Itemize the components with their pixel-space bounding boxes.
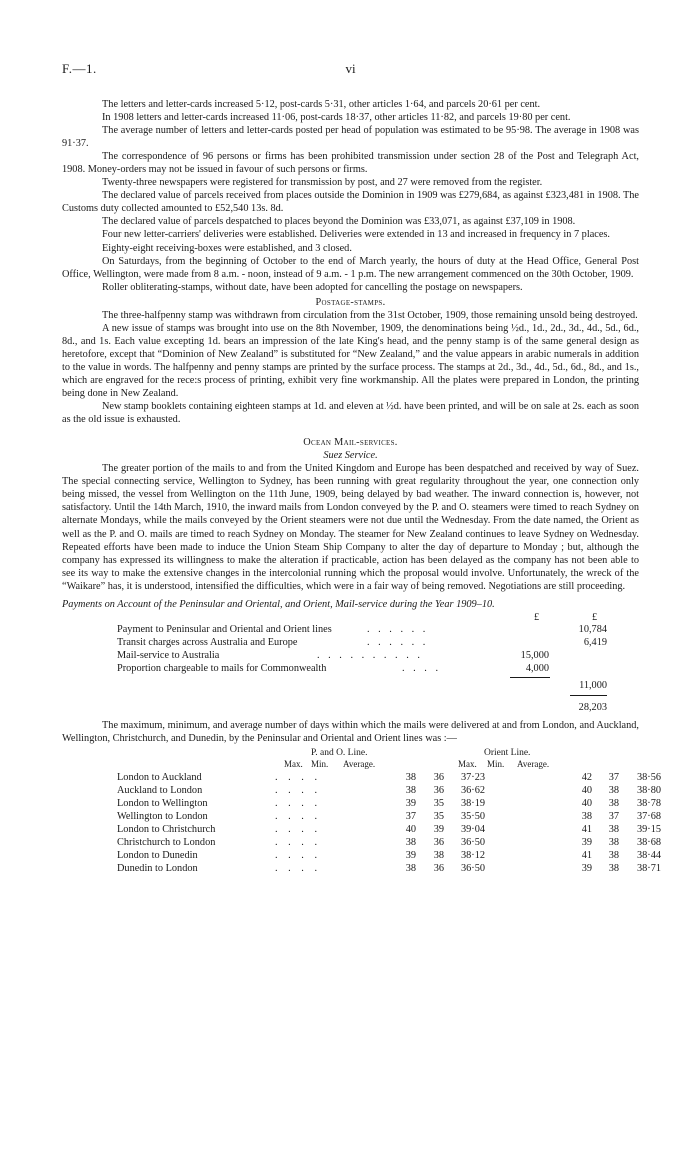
table-row [117,810,661,823]
po-average-cell: 37·23 [460,771,485,783]
payment-label: Payment to Peninsular and Oriental and Orient lines [117,623,332,635]
po-max-cell: 38 [405,771,416,783]
po-min-cell: 36 [433,862,444,874]
leader-dots: . . . . [275,810,322,822]
orient-max-cell: 39 [581,836,592,848]
paragraph: Twenty-three newspapers were registered for transmission by post, and 27 were removed from the register. [102,177,543,189]
paragraph: In 1908 letters and letter-cards increased 11·06, post-cards 18·37, other articles 11·82, and parcels 19·80 per cent. [102,112,571,124]
po-min-cell: 36 [433,771,444,783]
orient-average-cell: 37·68 [636,810,661,822]
payment-total-row [117,701,607,714]
orient-average-cell: 38·78 [636,797,661,809]
table-row [117,823,661,836]
po-max-cell: 38 [405,862,416,874]
column-group-orient-line: Orient Line. [484,747,531,758]
orient-max-cell: 38 [581,810,592,822]
orient-min-cell: 38 [608,784,619,796]
paragraph: Roller obliterating-stamps, without date, have been adopted for cancelling the postage on newspapers. [102,281,523,293]
table-row [117,797,661,810]
payment-row [117,623,607,636]
page-number: vi [345,61,356,76]
leader-dots: . . . . . . [367,636,429,648]
orient-average-cell: 38·68 [636,836,661,848]
paragraph: Eighty-eight receiving-boxes were established, and 3 closed. [102,242,352,254]
route-name: London to Christchurch [117,823,216,835]
paragraph: The average number of letters and letter-cards posted per head of population was estimated to be 95·98. The average in 1908 was 91·37. [62,125,639,150]
payment-value: 6,419 [583,636,607,648]
po-average-cell: 36·50 [460,836,485,848]
leader-dots: . . . . [275,823,322,835]
payments-table [62,611,639,715]
orient-min-cell: 38 [608,862,619,874]
po-average-cell: 38·19 [460,797,485,809]
column-header-min: Min. [311,758,329,769]
orient-average-cell: 38·71 [636,862,661,874]
payments-title: Payments on Account of the Peninsular and Oriental, and Orient, Mail-service during the Year 1909–10. [62,598,495,610]
table-row [117,849,661,862]
subheading-suez-service: Suez Service. [323,450,378,462]
leader-dots: . . . . [275,771,322,783]
table-row [117,784,661,797]
paragraph: The declared value of parcels despatched to places beyond the Dominion was £33,071, as against £37,109 in 1908. [102,216,576,228]
payment-value: 10,784 [578,623,607,635]
paragraph: On Saturdays, from the beginning of October to the end of March yearly, the hours of duty at the Head Office, General Post Office, Wellington, were made from 8 a.m. - noon, instead of 9 a.m. - 1 p.m. The new arrangement commenced on the 30th October, 1909. [62,255,639,280]
route-name: Wellington to London [117,810,208,822]
orient-average-cell: 38·56 [636,771,661,783]
orient-min-cell: 38 [608,797,619,809]
column-header-max: Max. [458,758,477,769]
leader-dots: . . . . [275,784,322,796]
total-rule [570,695,607,696]
report-reference: F.—1. [62,61,97,76]
orient-max-cell: 41 [581,849,592,861]
orient-average-cell: 38·44 [636,849,661,861]
po-average-cell: 35·50 [460,810,485,822]
payment-row [117,636,607,649]
paragraph: A new issue of stamps was brought into use on the 8th November, 1909, the denominations being ½d., 1d., 2d., 3d., 4d., 5d., 6d., 8d., and 1s. Each value excepting 1d. bears an impression of the late King's head, and the penny stamp is of the same general design as heretofore, except that “Dominion of New Zealand” is substituted for “New Zealand,” and the value appears in arabic numerals in addition to the value in words. The halfpenny and penny stamps are printed by the surface process. The stamps at 2d., 3d., 4d., 5d., 6d., 8d., and 1s., which are engraved for the rece:s process of printing, exhibit very fine workmanship. All the plates were prepared in London, the printing being done in New Zealand. [62,322,639,400]
paragraph: The correspondence of 96 persons or firms has been prohibited transmission under section 28 of the Post and Telegraph Act, 1908. Money-orders may not be issued in favour of such persons or firms. [62,151,639,176]
column-header-average: Average. [517,758,550,769]
leader-dots: . . . . [402,662,442,674]
table-row [117,771,661,784]
po-max-cell: 39 [405,797,416,809]
po-min-cell: 36 [433,784,444,796]
payment-subvalue: 15,000 [520,649,549,661]
route-name: Christchurch to London [117,836,216,848]
po-max-cell: 38 [405,836,416,848]
leader-dots: . . . . . . . . . . [317,649,423,661]
po-min-cell: 38 [433,849,444,861]
orient-min-cell: 38 [608,823,619,835]
route-name: Auckland to London [117,784,203,796]
route-name: London to Dunedin [117,849,198,861]
po-min-cell: 35 [433,797,444,809]
orient-max-cell: 42 [581,771,592,783]
leader-dots: . . . . [275,849,322,861]
paragraph: The three-halfpenny stamp was withdrawn from circulation from the 31st October, 1909, those remaining unsold being destroyed. [102,309,638,321]
section-heading-postage-stamps: Postage-stamps. [315,296,386,308]
leader-dots: . . . . [275,797,322,809]
payment-row [117,662,607,675]
table-row [117,862,661,875]
paragraph: New stamp booklets containing eighteen stamps at 1d. and eleven at ½d. have been printed, and will be on sale at 2s. each as soon as the old issue is exhausted. [62,401,639,426]
column-group-po-line: P. and O. Line. [311,747,368,758]
column-header-max: Max. [284,758,303,769]
route-name: London to Wellington [117,797,208,809]
payment-subvalue: 4,000 [525,662,549,674]
payment-net-row [117,679,607,692]
payment-label: Transit charges across Australia and Europe [117,636,298,648]
leader-dots: . . . . [275,836,322,848]
payment-row [117,649,607,662]
po-max-cell: 39 [405,849,416,861]
route-name: Dunedin to London [117,862,198,874]
payment-total-value: 28,203 [578,701,607,713]
subtotal-rule [510,677,550,678]
table-row [117,836,661,849]
orient-min-cell: 37 [608,810,619,822]
page-header [62,62,639,80]
orient-max-cell: 40 [581,797,592,809]
orient-max-cell: 39 [581,862,592,874]
po-average-cell: 36·62 [460,784,485,796]
orient-average-cell: 39·15 [636,823,661,835]
delivery-days-table [62,747,661,897]
orient-min-cell: 38 [608,849,619,861]
paragraph: The maximum, minimum, and average number of days within which the mails were delivered at and from London, and Auckland, Wellington, Christchurch, and Dunedin, by the Peninsular and Oriental and Orient lines was :— [62,719,639,744]
paragraph: The greater portion of the mails to and from the United Kingdom and Europe has been despatched and received by way of Suez. The special connecting service, Wellington to Sydney, has been running with great regularity throughout the year, one connection only being missed, the vessel from Wellington on the 11th June, 1909, being delayed by bad weather. The inward connection is, however, not satisfactory. Until the 14th March, 1910, the inward mails from London conveyed by the P. and O. steamers were timed to reach Sydney on alternate Mondays, while the mails conveyed by the Orient steamers were not due until the Wednesday. From the date named, the Orient as well as the P. and O. mails are timed to reach Sydney on Monday. The steamer for New Zealand continues to leave Sydney on Wednesday. Repeated efforts have been made to induce the Union Steam Ship Company to alter the day of departure to Monday ; but, although the company has expressed its willingness to make the alteration if practicable, action has been delayed as the company has not been able to see its way to make the extensive changes in the intercolonial running which the proposal would involve. Unfortunately, the wreck of the “Waikare” has, it is understood, intensified the difficulties, which were in a fair way of being removed. Negotiations are still proceeding. [62,463,639,592]
po-min-cell: 39 [433,823,444,835]
column-header-min: Min. [487,758,505,769]
po-average-cell: 39·04 [460,823,485,835]
orient-min-cell: 38 [608,836,619,848]
section-heading-ocean-mail: Ocean Mail-services. [303,437,398,449]
po-max-cell: 37 [405,810,416,822]
payment-net-value: 11,000 [579,679,607,691]
po-max-cell: 40 [405,823,416,835]
leader-dots: . . . . [275,862,322,874]
paragraph: Four new letter-carriers' deliveries were established. Deliveries were extended in 13 and increased in frequency in 7 places. [102,229,610,241]
orient-min-cell: 37 [608,771,619,783]
orient-average-cell: 38·80 [636,784,661,796]
payment-label: Proportion chargeable to mails for Commonwealth [117,662,327,674]
po-average-cell: 36·50 [460,862,485,874]
currency-symbol: £ [534,611,540,623]
po-average-cell: 38·12 [460,849,485,861]
route-name: London to Auckland [117,771,202,783]
orient-max-cell: 41 [581,823,592,835]
po-min-cell: 36 [433,836,444,848]
leader-dots: . . . . . . [367,623,429,635]
po-min-cell: 35 [433,810,444,822]
paragraph: The letters and letter-cards increased 5·12, post-cards 5·31, other articles 1·64, and parcels 20·61 per cent. [102,99,541,110]
payment-label: Mail-service to Australia [117,649,220,661]
column-header-average: Average. [343,758,376,769]
document-body [62,98,661,897]
currency-symbol: £ [592,611,598,623]
orient-max-cell: 40 [581,784,592,796]
paragraph: The declared value of parcels received from places outside the Dominion in 1909 was £279,684, as against £323,481 in 1908. The Customs duty collected amounted to £52,540 13s. 8d. [62,190,639,215]
po-max-cell: 38 [405,784,416,796]
